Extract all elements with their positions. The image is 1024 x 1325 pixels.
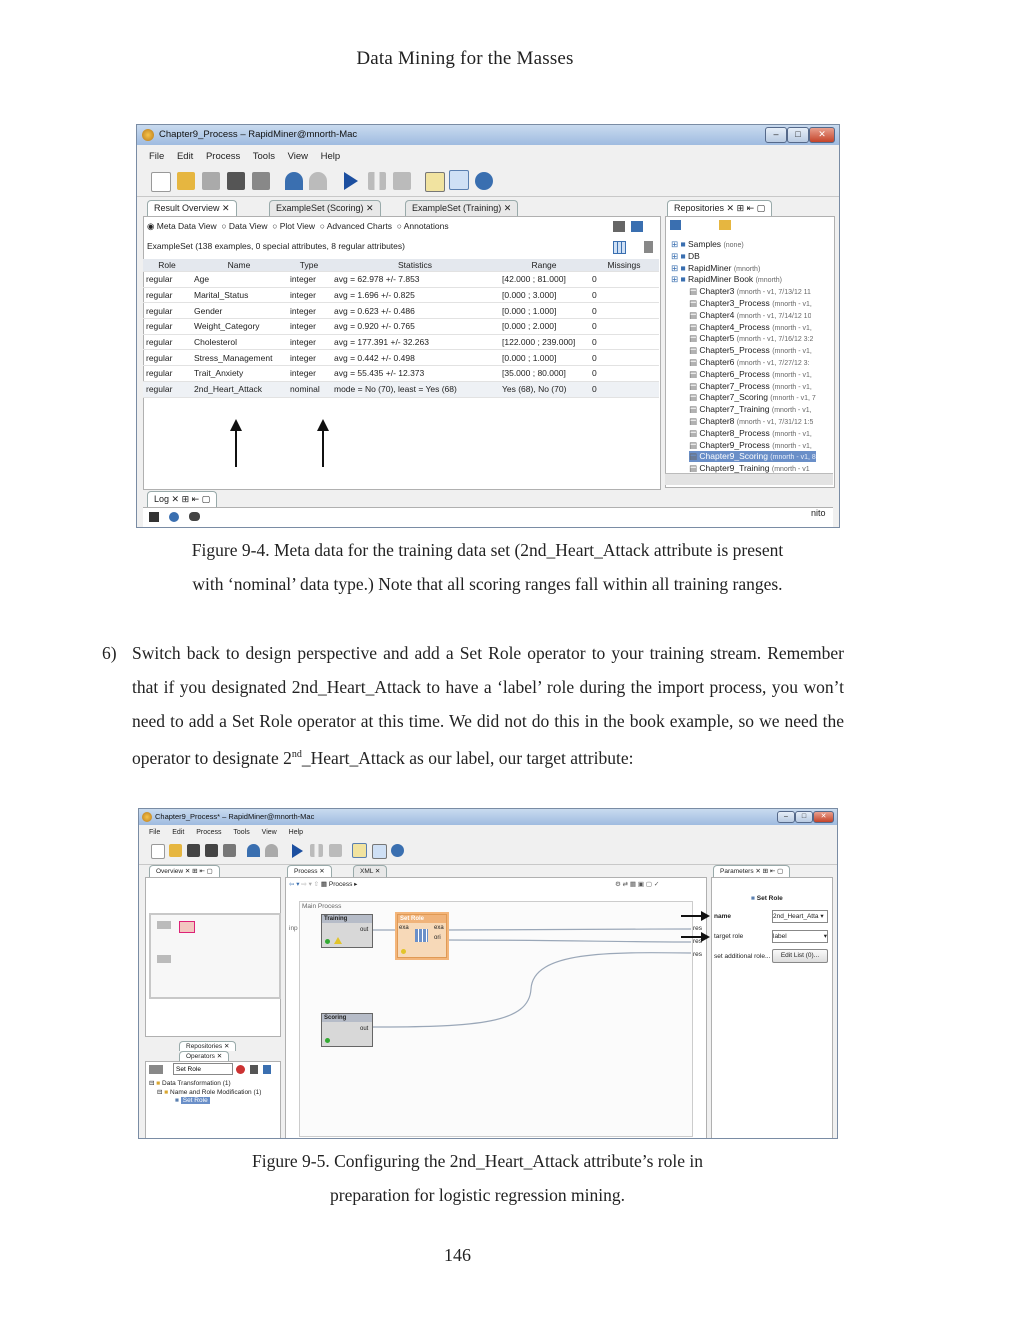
caption-line: preparation for logistic regression mining.	[330, 1185, 625, 1205]
table-cell: 0	[589, 381, 659, 397]
status-text: nito	[811, 508, 826, 518]
caption-line: Figure 9-5. Configuring the 2nd_Heart_Attack attribute’s role in	[251, 1151, 703, 1171]
tree-item-name-and-role[interactable]: ⊟ ■ Name and Role Modification (1)	[157, 1089, 262, 1096]
menu-tools[interactable]: Tools	[233, 829, 250, 836]
table-cell: avg = 55.435 +/- 12.373	[331, 366, 499, 382]
set-role-icon: ■	[751, 895, 755, 902]
port-label: out	[360, 1026, 369, 1032]
repository-icon: ⊞ ■	[671, 274, 688, 285]
table-row[interactable]	[143, 334, 659, 350]
annotation-arrow-right	[701, 911, 710, 921]
repository-item-label: Chapter5_Process	[699, 345, 770, 356]
table-cell: [0.000 ; 3.000]	[499, 287, 589, 303]
tab-operators[interactable]: Operators ✕	[179, 1051, 229, 1061]
tab-repositories[interactable]: Repositories ✕	[179, 1041, 236, 1051]
repository-item-label: Chapter9_Process	[699, 439, 770, 450]
tab-overview[interactable]: Overview ✕ ⊞ ⇤ ▢	[149, 865, 220, 877]
repository-item-meta: (mnorth - v1, 7	[770, 395, 816, 403]
tab-log[interactable]: Log ✕ ⊞ ⇤ ▢	[147, 491, 217, 507]
data-table-icon: ▤	[689, 309, 700, 320]
repository-item-meta: (mnorth - v1, 7/31/12 1:5	[736, 419, 814, 426]
close-button[interactable]: ✕	[809, 127, 835, 143]
table-cell: regular	[143, 334, 191, 350]
repository-item[interactable]	[689, 451, 816, 462]
repository-item-label: Chapter7_Training	[699, 404, 770, 415]
repository-item-label: Chapter3_Process	[699, 298, 770, 308]
tab-label: ExampleSet (Scoring)	[276, 203, 364, 213]
set-role-icon	[415, 929, 428, 942]
table-cell: Trait_Anxiety	[191, 366, 287, 382]
check-icon[interactable]: ✓	[653, 881, 660, 888]
repository-item-label: Chapter7_Process	[699, 380, 770, 391]
param-role-label: target role	[714, 933, 744, 940]
button-label: Edit List (0)...	[780, 952, 820, 959]
step-number: 6)	[102, 643, 117, 663]
repository-item[interactable]	[689, 286, 811, 297]
table-cell: 0	[589, 319, 659, 335]
table-cell: [0.000 ; 2.000]	[499, 319, 589, 335]
repository-item-meta: (mnorth)	[733, 265, 761, 273]
operator-title: Set Role	[398, 915, 446, 923]
repository-icon: ⊞ ■	[671, 239, 688, 249]
operator-icon: ■	[175, 1097, 179, 1104]
column-header[interactable]: Name	[191, 259, 287, 272]
column-header[interactable]: Role	[143, 259, 191, 272]
repository-item[interactable]	[689, 428, 812, 439]
table-cell: [122.000 ; 239.000]	[499, 334, 589, 350]
forward-arrow-icon[interactable]: ⇨ ▾	[301, 881, 312, 888]
grid-icon[interactable]: ▦	[629, 881, 637, 888]
tab-exampleset-training[interactable]: ExampleSet (Training) ✕	[405, 200, 518, 216]
table-cell: regular	[143, 366, 191, 382]
data-table-icon: ▤	[689, 416, 700, 426]
table-cell: regular	[143, 350, 191, 366]
repository-item-meta: (mnorth - v1,	[772, 301, 812, 308]
chevron-down-icon: ▾	[820, 913, 824, 920]
repository-item-label: Samples	[687, 239, 722, 249]
port-label: out	[360, 927, 369, 933]
radio-annotations[interactable]: ○ Annotations	[396, 221, 449, 231]
status-pending-icon	[401, 949, 406, 954]
table-header-row	[143, 259, 659, 272]
table-cell: avg = 1.696 +/- 0.825	[331, 287, 499, 303]
table-cell: regular	[143, 381, 191, 397]
table-cell: avg = 0.920 +/- 0.765	[331, 319, 499, 335]
tree-item-data-transformation[interactable]: ⊟ ■ Data Transformation (1)	[149, 1080, 231, 1087]
repository-item-meta: (mnorth - v1	[771, 466, 810, 474]
table-row[interactable]	[143, 381, 659, 397]
annotation-arrow-shaft	[681, 915, 703, 917]
table-cell: avg = 0.623 +/- 0.486	[331, 303, 499, 319]
run-icon[interactable]	[344, 172, 358, 190]
tab-label: ExampleSet (Training)	[412, 203, 502, 213]
repository-item-meta: (mnorth - v1,	[771, 407, 812, 415]
menu-edit[interactable]: Edit	[172, 829, 185, 836]
output-port-label: res	[693, 925, 703, 932]
tab-label: Repositories	[674, 203, 725, 213]
operator-title: Scoring	[322, 1014, 372, 1022]
repository-item-meta: (mnorth - v1, 7/27/12 3:	[736, 360, 810, 367]
table-cell: [0.000 ; 1.000]	[499, 350, 589, 366]
repo-folder-icon[interactable]	[719, 220, 731, 230]
clipboard-icon[interactable]	[644, 241, 653, 253]
tree-label: Set Role	[182, 1097, 208, 1104]
process-icon: ▤	[689, 427, 700, 438]
data-table-icon: ▤	[689, 451, 700, 462]
repository-item-meta: (mnorth - v1, 7/14/12 10	[736, 312, 812, 320]
stop-icon[interactable]	[393, 172, 411, 190]
log-search-icon[interactable]	[189, 512, 200, 521]
radio-meta-data-view[interactable]: ◉ Meta Data View	[147, 221, 217, 231]
minimize-button[interactable]: –	[765, 127, 787, 143]
radio-label: Data View	[228, 221, 268, 231]
repository-item-meta: (mnorth - v1,	[772, 383, 812, 391]
repository-item-meta: (mnorth)	[755, 277, 783, 285]
table-cell: integer	[287, 319, 331, 335]
tab-label: XML	[360, 868, 374, 875]
repo-add-icon[interactable]	[670, 220, 681, 230]
status-ok-icon	[325, 939, 330, 944]
chevron-down-icon: ▾	[823, 933, 827, 940]
operator-scoring[interactable]	[321, 1013, 373, 1047]
process-icon: ▤	[689, 298, 700, 308]
status-ok-icon	[325, 1038, 330, 1043]
column-header[interactable]: Range	[499, 259, 589, 272]
process-icon: ▤	[689, 345, 700, 356]
repository-item-meta: (mnorth - v1,	[772, 442, 812, 450]
select-value: label	[773, 933, 787, 940]
table-cell: Age	[191, 272, 287, 288]
figure-9-5-screenshot	[138, 808, 838, 1139]
params-op-title	[751, 895, 783, 902]
repository-item-label: Chapter9_Training	[699, 463, 770, 474]
tab-label: Log	[154, 494, 170, 504]
repository-item-label: Chapter8_Process	[699, 427, 770, 438]
radio-label: Annotations	[403, 221, 449, 231]
output-port-label: res	[693, 951, 703, 958]
table-cell: integer	[287, 350, 331, 366]
repository-item-meta: (mnorth - v1, 8	[770, 454, 816, 462]
tab-label: Operators	[186, 1053, 215, 1060]
figure-9-4-screenshot	[136, 124, 840, 528]
log-panel	[143, 507, 833, 528]
table-cell: 0	[589, 366, 659, 382]
repository-item-meta: (none)	[723, 242, 744, 249]
table-cell: Stress_Management	[191, 350, 287, 366]
data-table-icon: ▤	[689, 357, 700, 367]
step-text-b: _Heart_Attack as our label, our target attribute:	[301, 747, 634, 768]
menu-bar	[137, 148, 839, 166]
table-cell: [35.000 ; 80.000]	[499, 366, 589, 382]
annotation-arrow-right	[701, 932, 710, 942]
param-name-select[interactable]	[772, 910, 828, 923]
view-radio-group	[147, 221, 449, 232]
folder-icon: ■	[164, 1089, 169, 1096]
repository-item[interactable]	[671, 239, 744, 250]
table-row[interactable]	[143, 287, 659, 303]
port-label: exa	[399, 925, 409, 931]
repository-item-meta: (mnorth - v1,	[772, 371, 812, 379]
repository-item-meta: (mnorth - v1,	[772, 430, 812, 438]
table-cell: regular	[143, 303, 191, 319]
tab-process[interactable]: Process ✕	[287, 865, 332, 877]
figure-9-4-caption	[100, 533, 875, 601]
result-perspective-icon[interactable]	[449, 170, 469, 190]
table-cell: [42.000 ; 81.000]	[499, 272, 589, 288]
table-cell: integer	[287, 272, 331, 288]
tree-label: Name and Role Modification (1)	[170, 1089, 262, 1096]
app-logo-icon	[142, 129, 154, 141]
main-process-label: Main Process	[302, 903, 342, 910]
table-row[interactable]	[143, 272, 659, 288]
repository-item[interactable]	[689, 392, 816, 403]
tree-label: Data Transformation (1)	[162, 1080, 231, 1087]
repo-horizontal-scrollbar[interactable]	[665, 473, 833, 485]
tab-result-overview[interactable]: Result Overview ✕	[147, 200, 237, 216]
select-value: 2nd_Heart_Atta	[773, 913, 819, 920]
table-cell: 0	[589, 334, 659, 350]
window-title: Chapter9_Process – RapidMiner@mnorth-Mac	[137, 125, 839, 145]
menu-tools[interactable]: Tools	[252, 151, 275, 162]
minimize-button[interactable]: –	[777, 811, 795, 823]
info-icon[interactable]	[475, 172, 493, 190]
column-header[interactable]: Missings	[589, 259, 659, 272]
tab-label: Result Overview	[154, 203, 220, 213]
process-icon: ▤	[689, 368, 700, 379]
design-perspective-icon[interactable]	[425, 172, 445, 192]
table-cell: Weight_Category	[191, 319, 287, 335]
repository-item-label: Chapter6_Process	[699, 368, 770, 379]
table-cell: avg = 177.391 +/- 32.263	[331, 334, 499, 350]
radio-label: Meta Data View	[156, 221, 217, 231]
settings-dropdown-icon[interactable]	[631, 221, 643, 232]
tab-label: Overview	[156, 868, 184, 875]
table-cell: Cholesterol	[191, 334, 287, 350]
repository-item-meta: (mnorth - v1, 7/13/12 11	[736, 289, 811, 297]
radio-data-view[interactable]: ○ Data View	[221, 221, 268, 231]
table-cell: 0	[589, 287, 659, 303]
repository-item[interactable]	[671, 263, 760, 274]
pause-icon[interactable]	[368, 172, 386, 190]
log-save-icon[interactable]	[149, 512, 159, 522]
menu-view[interactable]: View	[261, 829, 277, 836]
process-icon: ▤	[689, 321, 700, 332]
table-cell: regular	[143, 287, 191, 303]
repository-item[interactable]	[689, 310, 811, 321]
menu-process[interactable]: Process	[196, 829, 222, 836]
wrench-icon[interactable]: ⚙	[615, 881, 621, 888]
maximize-button[interactable]: □	[787, 127, 809, 143]
param-add-label: set additional role...	[714, 953, 771, 960]
annotation-arrow-shaft	[235, 429, 237, 467]
repository-item[interactable]	[689, 416, 813, 427]
table-cell: Marital_Status	[191, 287, 287, 303]
redo-icon[interactable]	[309, 172, 327, 190]
toolbar	[137, 166, 839, 197]
window-title: Chapter9_Process* – RapidMiner@mnorth-Mac	[139, 809, 837, 825]
table-cell: 0	[589, 350, 659, 366]
params-op-label: Set Role	[756, 895, 783, 902]
output-port-label: res	[693, 938, 703, 945]
operator-title: Training	[322, 915, 372, 923]
column-header[interactable]: Statistics	[331, 259, 499, 272]
caption-line: with ‘nominal’ data type.) Note that all scoring ranges fall within all training ranges.	[192, 574, 783, 594]
annotation-arrow-shaft	[681, 936, 703, 938]
table-cell: 0	[589, 303, 659, 319]
repository-item[interactable]	[689, 404, 812, 415]
input-port-label: inp	[289, 925, 298, 932]
port-label: ori	[434, 935, 441, 941]
new-file-icon[interactable]	[151, 172, 171, 192]
column-header[interactable]: Type	[287, 259, 331, 272]
warning-icon	[334, 937, 342, 944]
repository-icon: ⊞ ■	[671, 262, 688, 273]
repository-item[interactable]	[689, 381, 812, 392]
repository-item-label: DB	[687, 250, 700, 261]
table-cell: 0	[589, 272, 659, 288]
tab-repositories[interactable]: Repositories ✕ ⊞ ⇤ ▢	[667, 200, 772, 216]
step-paragraph	[132, 636, 844, 775]
process-icon: ▤	[689, 439, 700, 450]
table-cell: integer	[287, 334, 331, 350]
undo-icon[interactable]	[285, 172, 303, 190]
menu-file[interactable]: File	[149, 829, 161, 836]
param-name-label: name	[714, 913, 731, 920]
tab-exampleset-scoring[interactable]: ExampleSet (Scoring) ✕	[269, 200, 381, 216]
repository-item-meta: (mnorth - v1,	[772, 348, 812, 356]
edit-list-button[interactable]	[772, 949, 828, 963]
repository-item-label: RapidMiner Book	[687, 274, 754, 285]
menu-help[interactable]: Help	[288, 829, 304, 836]
figure-9-5-caption	[90, 1144, 865, 1212]
repository-item-label: Chapter8	[699, 416, 735, 426]
open-folder-icon[interactable]	[177, 172, 195, 190]
tab-label: Repositories	[186, 1043, 223, 1050]
repository-item-label: Chapter7_Scoring	[699, 392, 768, 403]
repository-icon: ⊞ ■	[671, 250, 688, 261]
page-number: 146	[444, 1245, 471, 1265]
menu-process[interactable]: Process	[205, 151, 241, 162]
table-cell: regular	[143, 319, 191, 335]
table-cell: 2nd_Heart_Attack	[191, 381, 287, 397]
fit-icon[interactable]: ▢	[645, 881, 652, 888]
table-cell: regular	[143, 272, 191, 288]
table-cell: nominal	[287, 381, 331, 397]
repository-item[interactable]	[689, 298, 812, 309]
table-cell: mode = No (70), least = Yes (68)	[331, 381, 499, 397]
data-table-icon: ▤	[689, 404, 700, 415]
breadcrumb[interactable]: ▦ Process ▸	[320, 881, 358, 888]
export-icon[interactable]	[613, 221, 625, 232]
tab-label: Parameters	[720, 868, 754, 875]
maximize-button[interactable]: □	[795, 811, 813, 823]
data-table-icon: ▤	[689, 286, 700, 297]
repository-item-label: Chapter9_Scoring	[699, 451, 768, 462]
tab-label: Process	[294, 868, 318, 875]
repository-item-label: Chapter4_Process	[699, 321, 770, 332]
repository-item[interactable]	[671, 251, 700, 262]
port-label: exa	[434, 925, 444, 931]
repository-item[interactable]	[689, 440, 812, 451]
process-icon: ▤	[689, 380, 700, 391]
operator-set-role[interactable]	[397, 914, 447, 958]
exampleset-description: ExampleSet (138 examples, 0 special attributes, 8 regular attributes)	[147, 241, 405, 251]
operator-training[interactable]	[321, 914, 373, 948]
repository-item-meta: (mnorth - v1, 7/16/12 3:2	[736, 336, 814, 344]
repository-item-label: Chapter6	[699, 357, 735, 367]
log-clear-icon[interactable]	[169, 512, 179, 522]
radio-plot-view[interactable]: ○ Plot View	[272, 221, 315, 231]
annotation-arrow-shaft	[322, 429, 324, 467]
folder-icon: ■	[156, 1080, 161, 1087]
table-row[interactable]	[143, 366, 659, 382]
meta-data-table	[143, 259, 659, 398]
repository-item-label: RapidMiner	[687, 262, 732, 273]
radio-advanced-charts[interactable]: ○ Advanced Charts	[319, 221, 392, 231]
tab-parameters[interactable]: Parameters ✕ ⊞ ⇤ ▢	[713, 865, 790, 877]
tab-xml[interactable]: XML ✕	[353, 865, 387, 877]
save-as-icon[interactable]	[227, 172, 245, 190]
step-text-a: Switch back to design perspective and add a Set Role operator to your training stream. Remember that if you designated 2nd_Heart_Attack to have a ‘label’ role during the import process, you won’t need to add a Set Role operator at this time. We did not do this in the book example, so we need the operator to designate 2	[132, 643, 844, 768]
arrange-icon[interactable]: ⇄	[622, 881, 629, 888]
menu-file[interactable]: File	[149, 151, 165, 162]
repository-item[interactable]	[689, 369, 812, 380]
save-icon[interactable]	[202, 172, 220, 190]
table-cell: [0.000 ; 1.000]	[499, 303, 589, 319]
table-cell: Gender	[191, 303, 287, 319]
repository-item[interactable]	[689, 333, 813, 344]
repository-item[interactable]	[689, 345, 812, 356]
repository-item-label: Chapter4	[699, 309, 735, 320]
data-table-icon: ▤	[689, 463, 700, 474]
table-cell: integer	[287, 366, 331, 382]
repository-item[interactable]	[689, 357, 810, 368]
repository-item-label: Chapter5	[699, 333, 735, 344]
repository-item[interactable]	[689, 322, 812, 333]
table-cell: integer	[287, 287, 331, 303]
caption-line: Figure 9-4. Meta data for the training data set (2nd_Heart_Attack attribute is present	[191, 540, 784, 560]
data-table-icon: ▤	[689, 392, 700, 403]
radio-label: Plot View	[279, 221, 315, 231]
table-cell: avg = 62.978 +/- 7.853	[331, 272, 499, 288]
close-button[interactable]: ✕	[813, 811, 834, 823]
table-cell: Yes (68), No (70)	[499, 381, 589, 397]
param-role-select[interactable]	[772, 930, 828, 943]
table-layout-icon[interactable]	[613, 241, 626, 254]
up-arrow-icon[interactable]: ⇧	[313, 881, 320, 888]
repository-item-label: Chapter3	[699, 286, 735, 297]
breadcrumb-label: Process	[328, 881, 353, 888]
table-cell: avg = 0.442 +/- 0.498	[331, 350, 499, 366]
table-row[interactable]	[143, 319, 659, 335]
table-cell: integer	[287, 303, 331, 319]
running-header: Data Mining for the Masses	[356, 48, 574, 69]
radio-label: Advanced Charts	[326, 221, 392, 231]
table-row[interactable]	[143, 303, 659, 319]
zoom-icon[interactable]: ▣	[637, 881, 645, 888]
repository-item-meta: (mnorth - v1,	[772, 324, 812, 332]
menu-help[interactable]: Help	[320, 151, 341, 162]
back-arrow-icon[interactable]: ⇦ ▾	[289, 881, 300, 888]
superscript: nd	[291, 749, 302, 760]
repository-item[interactable]	[671, 274, 782, 285]
table-row[interactable]	[143, 350, 659, 366]
menu-edit[interactable]: Edit	[176, 151, 194, 162]
print-icon[interactable]	[252, 172, 270, 190]
menu-view[interactable]: View	[287, 151, 309, 162]
data-table-icon: ▤	[689, 333, 700, 344]
